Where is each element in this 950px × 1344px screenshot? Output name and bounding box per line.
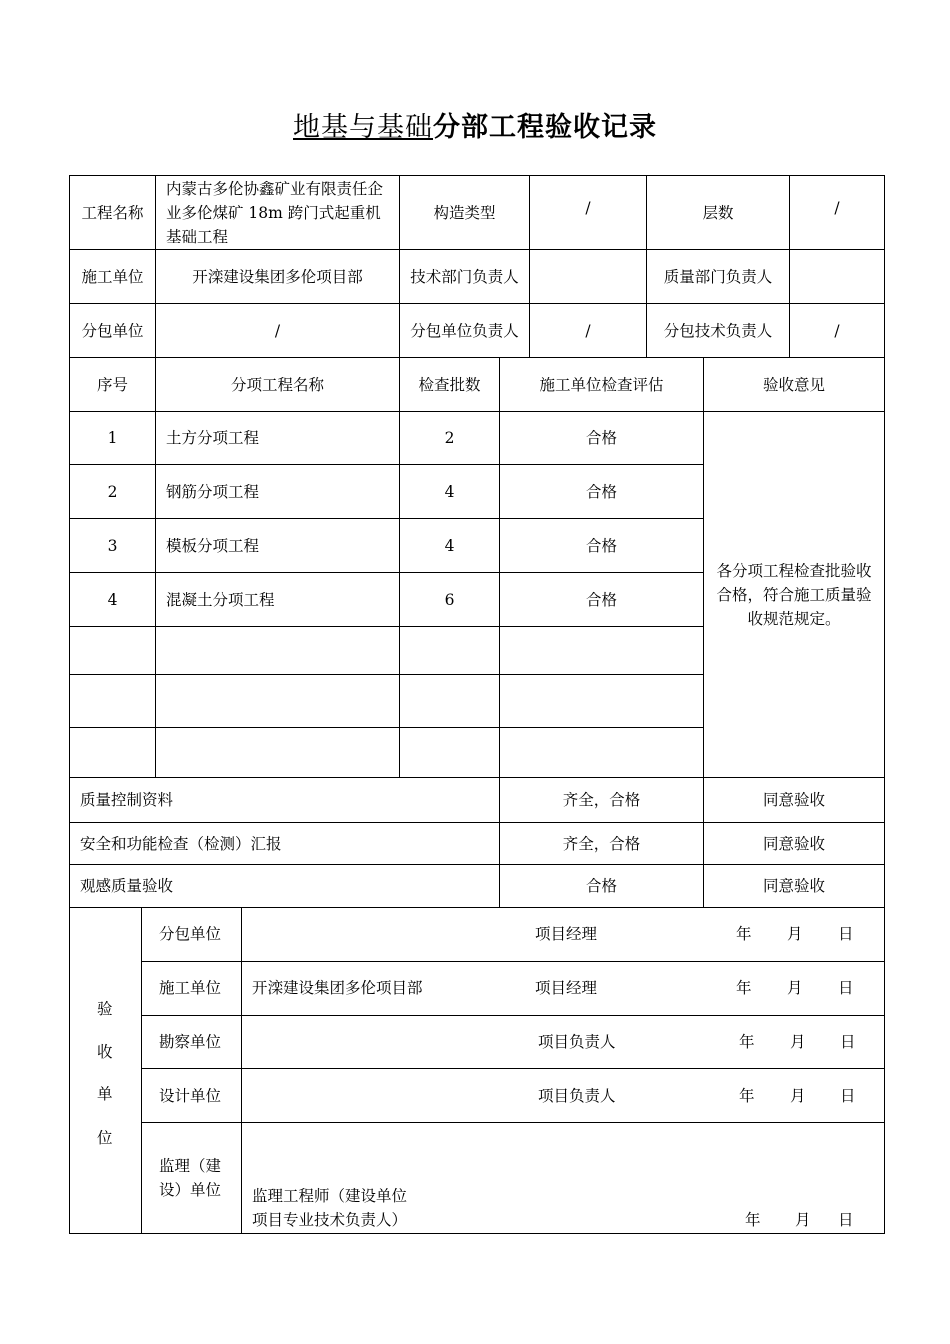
date-year: 年 [745, 1211, 761, 1229]
floors-label: 层数 [702, 203, 734, 222]
date-day: 日 [838, 1211, 854, 1229]
signer-role-line2: 项目专业技术负责人） [252, 1211, 408, 1229]
sub-unit-label: 分包单位 [81, 321, 144, 340]
row-divider [141, 1122, 885, 1123]
row-divider [141, 961, 885, 962]
signer-role: 项目经理 [535, 979, 598, 997]
side-char: 验 [97, 1000, 113, 1018]
project-name-label: 工程名称 [81, 203, 144, 222]
unit-label: 监理（建设）单位 [159, 1157, 222, 1199]
row-divider [141, 1068, 885, 1069]
safety-function-report-label: 安全和功能检查（检测）汇报 [80, 834, 282, 853]
date-day: 日 [840, 1087, 856, 1105]
signer-role: 项目经理 [535, 925, 598, 943]
side-char: 单 [97, 1085, 113, 1103]
date-day: 日 [840, 1033, 856, 1051]
quality-control-docs-label: 质量控制资料 [80, 791, 174, 809]
title-underlined: 地基与基础 [293, 112, 433, 143]
date-year: 年 [736, 925, 752, 943]
appearance-quality-opinion: 同意验收 [762, 877, 825, 895]
contractor-label: 施工单位 [81, 267, 144, 286]
appearance-quality-eval: 合格 [585, 877, 617, 895]
row-evaluation: 合格 [585, 536, 617, 555]
sub-unit-head-value: / [585, 321, 591, 340]
contractor-value: 开滦建设集团多伦项目部 [192, 267, 363, 286]
unit-label: 分包单位 [159, 925, 222, 943]
row-divider [141, 1015, 885, 1016]
sub-unit-head-label: 分包单位负责人 [410, 321, 519, 340]
unit-label: 勘察单位 [159, 1033, 222, 1051]
row-evaluation: 合格 [585, 482, 617, 501]
safety-function-report-opinion: 同意验收 [762, 834, 825, 853]
row-evaluation: 合格 [585, 590, 617, 609]
row-item-name: 土方分项工程 [166, 429, 260, 447]
date-month: 月 [787, 979, 803, 997]
column-header-evaluation: 施工单位检查评估 [539, 375, 664, 394]
row-item-name: 混凝土分项工程 [166, 590, 275, 609]
table-border-right [884, 175, 885, 1234]
tech-dept-value [530, 250, 646, 303]
date-month: 月 [790, 1087, 806, 1105]
date-year: 年 [736, 979, 752, 997]
acceptance-opinion: 各分项工程检查批验收合格，符合施工质量验收规范规定。 [716, 561, 872, 628]
date-month: 月 [787, 925, 803, 943]
date-day: 日 [838, 925, 854, 943]
signer-role-line1: 监理工程师（建设单位 [252, 1187, 408, 1205]
row-evaluation: 合格 [585, 429, 617, 447]
signer-role: 项目负责人 [538, 1033, 616, 1051]
side-char: 收 [97, 1043, 113, 1061]
date-year: 年 [739, 1033, 755, 1051]
row-batches: 6 [444, 590, 455, 609]
appearance-quality-label: 观感质量验收 [80, 877, 174, 895]
date-year: 年 [739, 1087, 755, 1105]
date-month: 月 [790, 1033, 806, 1051]
floors-value: / [834, 199, 840, 217]
date-day: 日 [838, 979, 854, 997]
signer-role: 项目负责人 [538, 1087, 616, 1105]
row-batches: 4 [444, 536, 455, 555]
row-no: 4 [107, 590, 118, 609]
row-divider [69, 907, 885, 908]
unit-name: 开滦建设集团多伦项目部 [252, 979, 423, 997]
unit-label: 设计单位 [159, 1087, 222, 1105]
row-no: 2 [107, 482, 118, 501]
column-header-item-name: 分项工程名称 [230, 375, 324, 394]
row-divider [69, 626, 704, 627]
row-batches: 2 [444, 429, 455, 447]
row-no: 3 [107, 536, 118, 555]
sub-tech-head-label: 分包技术负责人 [663, 321, 773, 340]
tech-dept-label: 技术部门负责人 [410, 267, 519, 286]
quality-control-docs-eval: 齐全，合格 [562, 791, 641, 809]
unit-label: 施工单位 [159, 979, 222, 997]
date-month: 月 [795, 1211, 811, 1229]
row-batches: 4 [444, 482, 455, 501]
col-divider [141, 907, 142, 1234]
row-divider [69, 674, 704, 675]
row-item-name: 钢筋分项工程 [166, 482, 260, 501]
quality-dept-value [790, 250, 884, 303]
structure-type-label: 构造类型 [433, 203, 496, 222]
page-title [0, 105, 950, 144]
column-header-no: 序号 [96, 375, 128, 394]
col-divider [241, 907, 242, 1234]
row-no: 1 [107, 429, 118, 447]
side-char: 位 [97, 1129, 113, 1147]
sub-tech-head-value: / [834, 321, 840, 340]
quality-dept-label: 质量部门负责人 [663, 267, 773, 286]
title-rest: 分部工程验收记录 [433, 112, 657, 143]
safety-function-report-eval: 齐全，合格 [562, 834, 641, 853]
row-item-name: 模板分项工程 [166, 536, 260, 555]
column-header-batches: 检查批数 [418, 375, 481, 394]
quality-control-docs-opinion: 同意验收 [762, 791, 825, 809]
table-border-bottom [69, 1233, 885, 1234]
structure-type-value: / [585, 199, 591, 217]
project-name-value: 内蒙古多伦协鑫矿业有限责任企业多伦煤矿 18m 跨门式起重机基础工程 [166, 179, 384, 246]
row-divider [69, 727, 704, 728]
column-header-opinion: 验收意见 [762, 375, 825, 394]
sub-unit-value: / [274, 321, 281, 340]
